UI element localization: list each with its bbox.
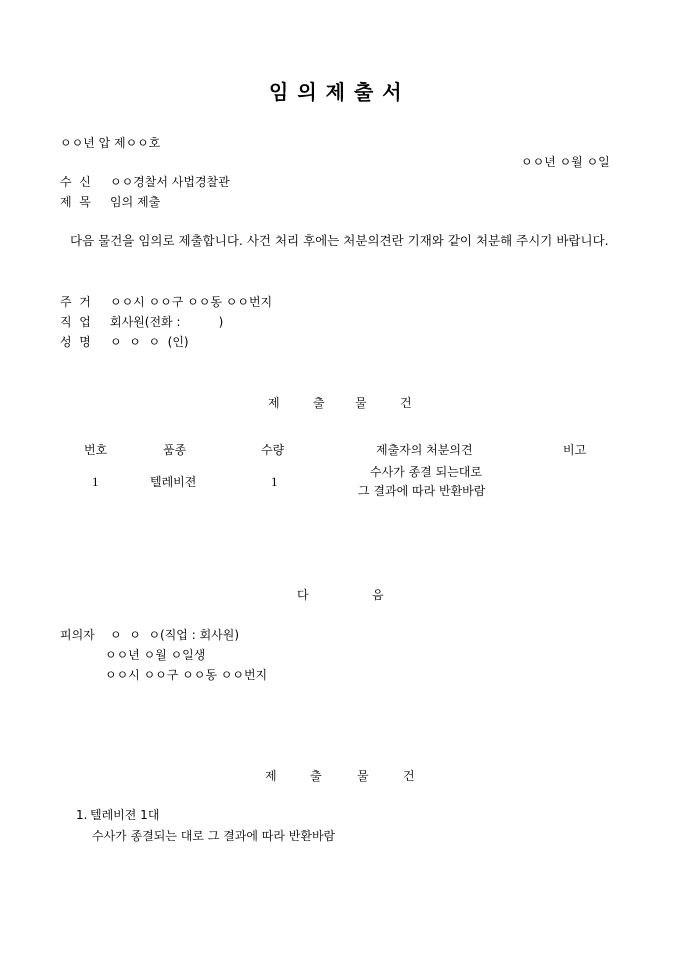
occupation-value: 회사원(전화 : ) bbox=[110, 315, 224, 329]
occupation-label: 직 업 bbox=[60, 315, 91, 329]
address-value: ㅇㅇ시 ㅇㅇ구 ㅇㅇ동 ㅇㅇ번지 bbox=[110, 295, 273, 309]
document-number: ㅇㅇ년 압 제ㅇㅇ호 bbox=[60, 136, 161, 150]
items-heading-char: 출 bbox=[313, 396, 325, 410]
cell-kind: 텔레비젼 bbox=[150, 475, 197, 489]
subject-value: 임의 제출 bbox=[110, 195, 161, 209]
section-heading-char: 다 bbox=[297, 588, 309, 602]
suspect-birth: ㅇㅇ년 ㅇ월 ㅇ일생 bbox=[105, 648, 206, 662]
item-number: 1. bbox=[76, 808, 88, 822]
section-heading-char: 음 bbox=[372, 588, 384, 602]
items-heading-char: 제 bbox=[268, 396, 280, 410]
subject-label: 제 목 bbox=[60, 195, 91, 209]
items-heading2-char: 건 bbox=[403, 769, 415, 783]
cell-quantity: 1 bbox=[271, 474, 278, 489]
suspect-name: ㅇ ㅇ ㅇ(직업 : 회사원) bbox=[110, 628, 240, 642]
items-heading-char: 건 bbox=[400, 396, 412, 410]
document-title: 임의제출서 bbox=[269, 80, 411, 104]
items-heading2-char: 제 bbox=[265, 769, 277, 783]
address-label: 주 거 bbox=[60, 295, 91, 309]
cell-number: 1 bbox=[92, 474, 99, 489]
cell-opinion-line2: 그 결과에 따라 반환바람 bbox=[358, 484, 486, 498]
item-description: 수사가 종결되는 대로 그 결과에 따라 반환바람 bbox=[92, 829, 336, 843]
cell-opinion-line1: 수사가 종결 되는대로 bbox=[370, 465, 482, 479]
recipient-label: 수 신 bbox=[60, 175, 91, 189]
suspect-label: 피의자 bbox=[60, 628, 95, 642]
header-kind: 품종 bbox=[163, 443, 187, 457]
items-heading2-char: 출 bbox=[310, 769, 322, 783]
header-number: 번호 bbox=[84, 443, 108, 457]
header-opinion: 제출자의 처분의견 bbox=[376, 443, 473, 457]
recipient-value: ㅇㅇ경찰서 사법경찰관 bbox=[110, 175, 230, 189]
header-quantity: 수량 bbox=[261, 443, 285, 457]
item-name: 텔레비젼 1대 bbox=[90, 808, 160, 822]
document-date: ㅇㅇ년 ㅇ월 ㅇ일 bbox=[521, 155, 610, 169]
items-heading2-char: 물 bbox=[357, 769, 369, 783]
suspect-address: ㅇㅇ시 ㅇㅇ구 ㅇㅇ동 ㅇㅇ번지 bbox=[105, 668, 268, 682]
name-label: 성 명 bbox=[60, 335, 91, 349]
name-value: ㅇ ㅇ ㅇ (인) bbox=[110, 335, 189, 349]
body-paragraph: 다음 물건을 임의로 제출합니다. 사건 처리 후에는 처분의견란 기재와 같이 처분해 주시기 바랍니다. bbox=[70, 233, 609, 248]
header-note: 비고 bbox=[563, 443, 587, 457]
items-heading-char: 물 bbox=[355, 396, 367, 410]
